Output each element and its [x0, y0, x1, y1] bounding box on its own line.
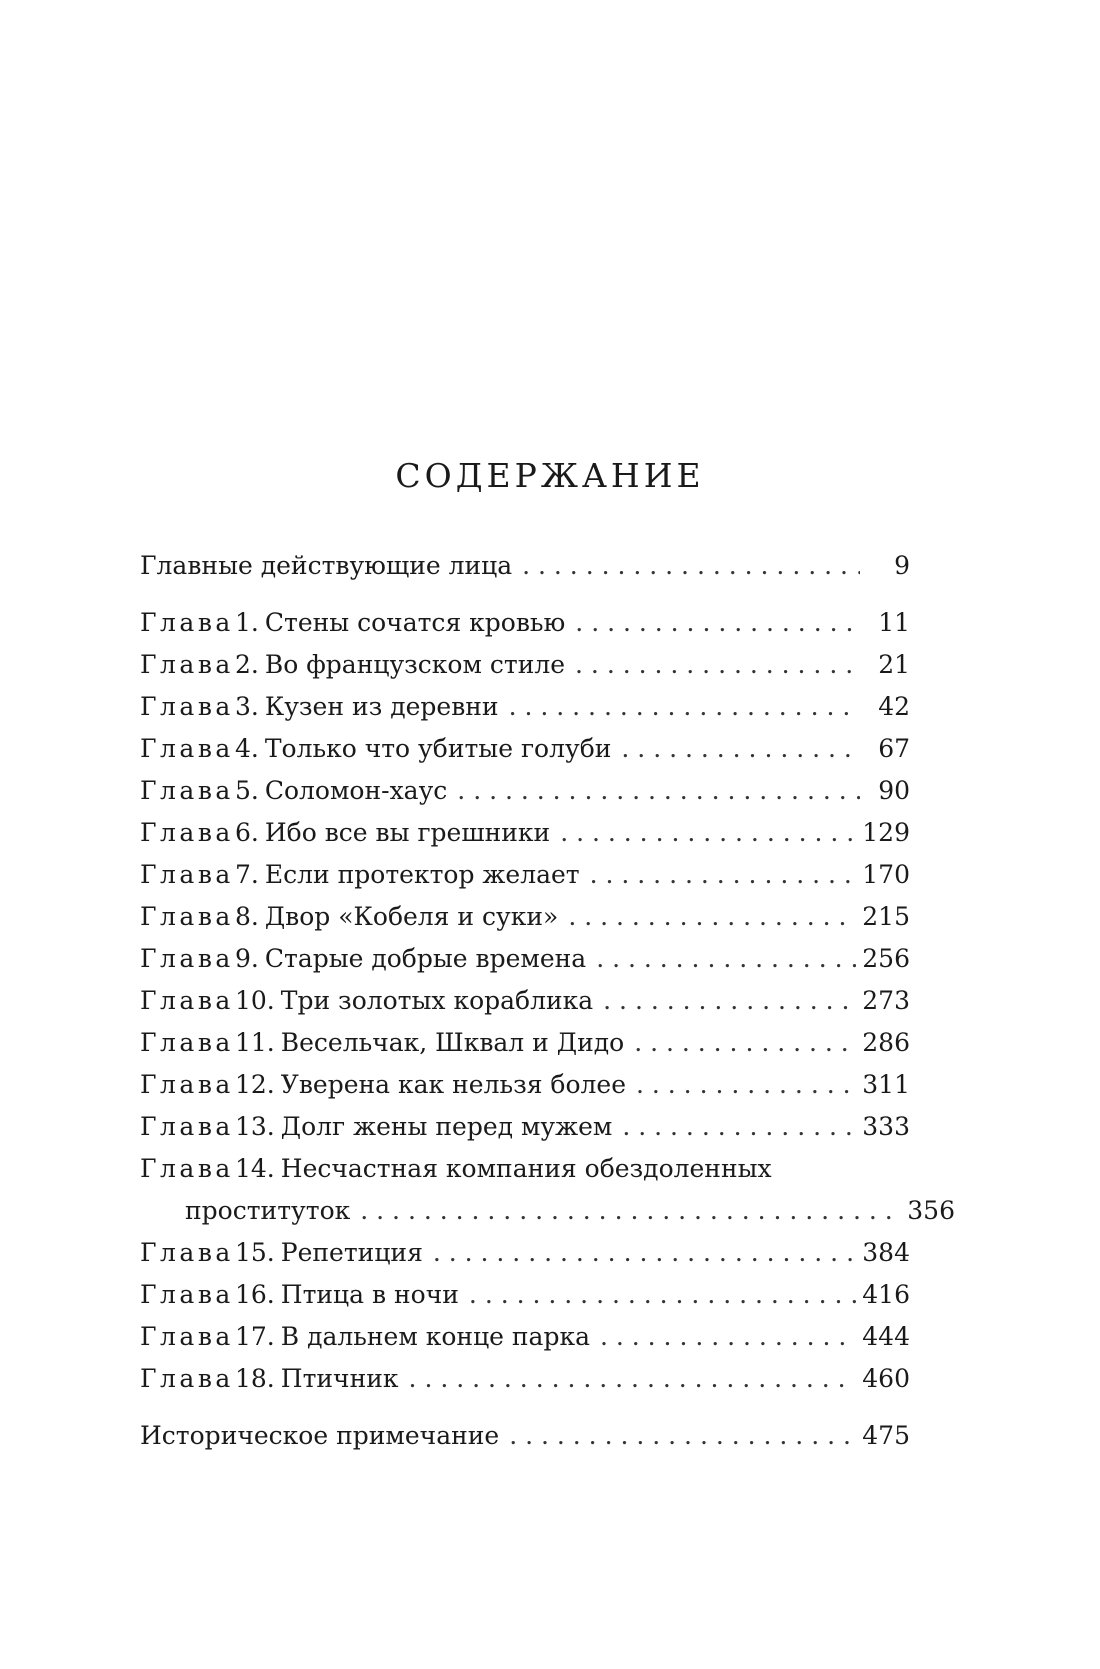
- chapter-number: 5.: [235, 776, 259, 805]
- toc-entry-chapter-3[interactable]: [140, 688, 910, 726]
- toc-entry-chapter-17[interactable]: [140, 1318, 910, 1356]
- chapter-title: Только что убитые голуби: [264, 734, 612, 763]
- chapter-prefix: Глава: [140, 1154, 234, 1183]
- chapter-number: 1.: [235, 608, 259, 637]
- leader-dots: [596, 940, 856, 978]
- chapter-title: Птичник: [280, 1364, 399, 1393]
- page-title: СОДЕРЖАНИЕ: [395, 456, 705, 495]
- chapter-number: 7.: [235, 860, 259, 889]
- chapter-title: Несчастная компания обездоленных: [280, 1154, 772, 1183]
- chapter-prefix: Глава: [140, 692, 234, 721]
- chapter-title: Кузен из деревни: [264, 692, 499, 721]
- chapter-title: Соломон-хаус: [264, 776, 448, 805]
- chapter-prefix: Глава: [140, 608, 234, 637]
- page-number: 416: [862, 1280, 910, 1309]
- leader-dots: [409, 1360, 857, 1398]
- toc-entry-chapter-8[interactable]: [140, 898, 910, 936]
- toc-entry-chapter-16[interactable]: [140, 1276, 910, 1314]
- chapter-title: В дальнем конце парка: [280, 1322, 590, 1351]
- chapter-prefix: Глава: [140, 1238, 234, 1267]
- page-number: 215: [862, 902, 910, 931]
- page-number: 129: [862, 818, 910, 847]
- chapter-prefix: Глава: [140, 1322, 234, 1351]
- chapter-number: 9.: [235, 944, 259, 973]
- leader-dots: [634, 1024, 856, 1062]
- chapter-title: Старые добрые времена: [264, 944, 587, 973]
- chapter-prefix: Глава: [140, 650, 234, 679]
- toc-entry-chapter-15[interactable]: [140, 1234, 910, 1272]
- chapter-title: Во французском стиле: [264, 650, 566, 679]
- page-number: 475: [862, 1421, 910, 1450]
- chapter-title: Весельчак, Шквал и Дидо: [280, 1028, 625, 1057]
- chapter-number: 8.: [235, 902, 259, 931]
- chapter-number: 16.: [235, 1280, 275, 1309]
- leader-dots: [575, 604, 860, 642]
- leader-dots: [522, 547, 860, 585]
- leader-dots: [509, 1417, 856, 1455]
- leader-dots: [560, 814, 856, 852]
- toc-entry-chapter-18[interactable]: [140, 1360, 910, 1398]
- entry-title: Главные действующие лица: [140, 551, 513, 580]
- chapter-title: Долг жены перед мужем: [280, 1112, 613, 1141]
- leader-dots: [590, 856, 857, 894]
- chapter-number: 10.: [235, 986, 275, 1015]
- chapter-number: 14.: [235, 1154, 275, 1183]
- page-number: 311: [862, 1070, 910, 1099]
- page-number: 11: [878, 608, 910, 637]
- toc-entry-chapter-2[interactable]: [140, 646, 910, 684]
- toc-entry-chapter-4[interactable]: [140, 730, 910, 768]
- page-number: 444: [862, 1322, 910, 1351]
- chapter-number: 3.: [235, 692, 259, 721]
- leader-dots: [509, 688, 860, 726]
- leader-dots: [636, 1066, 856, 1104]
- chapter-number: 13.: [235, 1112, 275, 1141]
- toc-entry-chapter-5[interactable]: [140, 772, 910, 810]
- toc-entry-back-matter[interactable]: [140, 1417, 910, 1455]
- chapter-prefix: Глава: [140, 776, 234, 805]
- chapter-title: Двор «Кобеля и суки»: [264, 902, 559, 931]
- toc-entry-front-matter[interactable]: [140, 547, 910, 585]
- leader-dots: [600, 1318, 856, 1356]
- chapter-number: 4.: [235, 734, 259, 763]
- chapter-prefix: Глава: [140, 944, 234, 973]
- page-number: 90: [878, 776, 910, 805]
- chapter-prefix: Глава: [140, 986, 234, 1015]
- page-number: 256: [862, 944, 910, 973]
- chapter-title: Уверена как нельзя более: [280, 1070, 626, 1099]
- chapter-title-continuation: проституток: [185, 1196, 351, 1225]
- chapter-number: 2.: [235, 650, 259, 679]
- leader-dots: [433, 1234, 856, 1272]
- toc-entry-chapter-1[interactable]: [140, 604, 910, 642]
- page-number: 286: [862, 1028, 910, 1057]
- leader-dots: [457, 772, 860, 810]
- page-number: 21: [878, 650, 910, 679]
- leader-dots: [568, 898, 856, 936]
- chapter-title: Если протектор желает: [264, 860, 580, 889]
- chapter-prefix: Глава: [140, 1364, 234, 1393]
- chapter-title: Три золотых кораблика: [280, 986, 594, 1015]
- toc-entry-chapter-10[interactable]: [140, 982, 910, 1020]
- chapter-title: Птица в ночи: [280, 1280, 459, 1309]
- page-number: 67: [878, 734, 910, 763]
- leader-dots: [360, 1192, 901, 1230]
- chapter-title: Ибо все вы грешники: [264, 818, 551, 847]
- page-number: 356: [907, 1196, 955, 1225]
- leader-dots: [621, 730, 860, 768]
- leader-dots: [603, 982, 856, 1020]
- chapter-number: 11.: [235, 1028, 275, 1057]
- chapter-prefix: Глава: [140, 1112, 234, 1141]
- page-number: 460: [862, 1364, 910, 1393]
- chapter-number: 15.: [235, 1238, 275, 1267]
- chapter-number: 17.: [235, 1322, 275, 1351]
- chapter-title: Стены сочатся кровью: [264, 608, 566, 637]
- toc-entry-chapter-6[interactable]: [140, 814, 910, 852]
- chapter-prefix: Глава: [140, 1280, 234, 1309]
- toc-entry-chapter-9[interactable]: [140, 940, 910, 978]
- chapter-number: 18.: [235, 1364, 275, 1393]
- chapter-prefix: Глава: [140, 818, 234, 847]
- chapter-prefix: Глава: [140, 1070, 234, 1099]
- toc-entry-chapter-7[interactable]: [140, 856, 910, 894]
- toc-entry-chapter-14[interactable]: [140, 1150, 955, 1230]
- chapter-prefix: Глава: [140, 902, 234, 931]
- chapter-prefix: Глава: [140, 734, 234, 763]
- leader-dots: [575, 646, 860, 684]
- chapter-prefix: Глава: [140, 860, 234, 889]
- page-number: 333: [862, 1112, 910, 1141]
- toc-entry-chapter-13[interactable]: [140, 1108, 910, 1146]
- leader-dots: [622, 1108, 856, 1146]
- page-number: 384: [862, 1238, 910, 1267]
- page-number: 9: [894, 551, 910, 580]
- chapter-title: Репетиция: [280, 1238, 423, 1267]
- page-number: 170: [862, 860, 910, 889]
- entry-title: Историческое примечание: [140, 1421, 500, 1450]
- toc-entry-chapter-11[interactable]: [140, 1024, 910, 1062]
- toc-entry-chapter-12[interactable]: [140, 1066, 910, 1104]
- chapter-number: 6.: [235, 818, 259, 847]
- page-number: 273: [862, 986, 910, 1015]
- page-number: 42: [878, 692, 910, 721]
- chapter-prefix: Глава: [140, 1028, 234, 1057]
- leader-dots: [469, 1276, 856, 1314]
- chapter-number: 12.: [235, 1070, 275, 1099]
